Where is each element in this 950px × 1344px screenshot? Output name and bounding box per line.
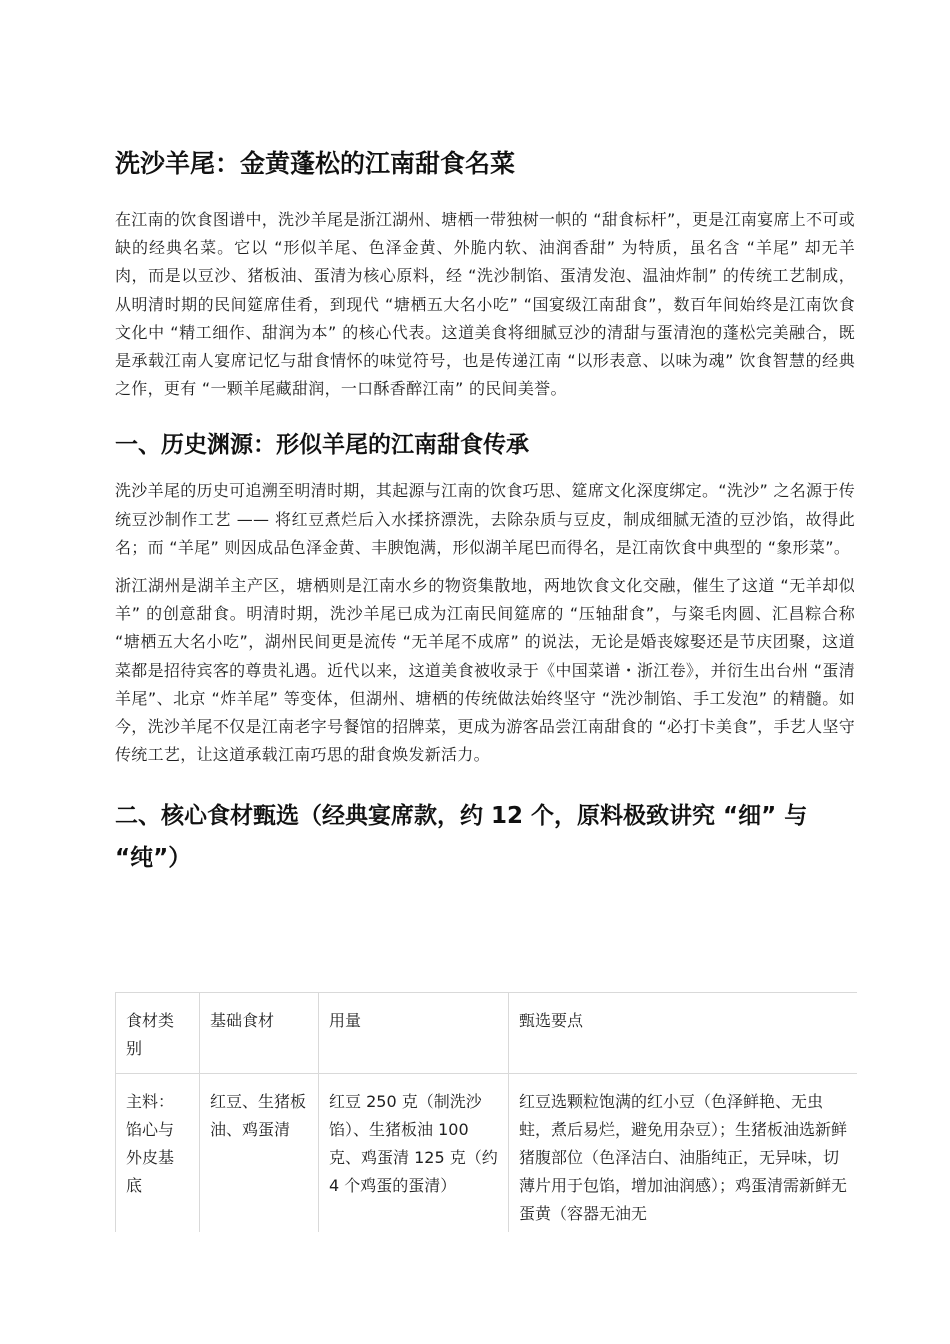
table-cell-category: 主料：馅心与外皮基底 bbox=[116, 1074, 200, 1233]
ingredients-table bbox=[115, 992, 857, 1232]
table-header-cell: 甄选要点 bbox=[509, 993, 858, 1074]
table-cell-amount: 红豆 250 克（制洗沙馅）、生猪板油 100 克、鸡蛋清 125 克（约 4 个鸡蛋的蛋清） bbox=[319, 1074, 509, 1233]
table-header-cell: 食材类别 bbox=[116, 993, 200, 1074]
section-ingredients-heading: 二、核心食材甄选（经典宴席款，约 12 个，原料极致讲究 “细” 与 “纯”） bbox=[115, 803, 808, 872]
ingredients-table-container bbox=[115, 992, 857, 1232]
article bbox=[115, 140, 855, 891]
history-paragraph-2: 浙江湖州是湖羊主产区，塘栖则是江南水乡的物资集散地，两地饮食文化交融，催生了这道 “无羊却似羊” 的创意甜食。明清时期，洗沙羊尾已成为江南民间筵席的 “压轴甜食”，与粢毛肉圆、汇昌粽合称 “塘栖五大名小吃”，湖州民间更是流传 “无羊尾不成席” 的说法，无论是婚丧嫁娶还是节庆团聚，这道菜都是招待宾客的尊贵礼遇。近代以来，这道美食被收录于《中国菜谱・浙江卷》，并衍生出台州 “蛋清羊尾”、北京 “炸羊尾” 等变体，但湖州、塘栖的传统做法始终坚守 “洗沙制馅、手工发泡” 的精髓。如今，洗沙羊尾不仅是江南老字号餐馆的招牌菜，更成为游客品尝江南甜食的 “必打卡美食”，手艺人坚守传统工艺，让这道承载江南巧思的甜食焕发新活力。 bbox=[115, 576, 855, 765]
table-header-cell: 基础食材 bbox=[200, 993, 319, 1074]
table-cell-notes: 红豆选颗粒饱满的红小豆（色泽鲜艳、无虫蛀，煮后易烂，避免用杂豆）；生猪板油选新鲜猪腹部位（色泽洁白、油脂纯正，无异味，切薄片用于包馅，增加油润感）；鸡蛋清需新鲜无蛋黄（容器无油无 bbox=[509, 1074, 858, 1233]
intro-paragraph: 在江南的饮食图谱中，洗沙羊尾是浙江湖州、塘栖一带独树一帜的 “甜食标杆”，更是江南宴席上不可或缺的经典名菜。它以 “形似羊尾、色泽金黄、外脆内软、油润香甜” 为特质，虽名含 “羊尾” 却无羊肉，而是以豆沙、猪板油、蛋清为核心原料，经 “洗沙制馅、蛋清发泡、温油炸制” 的传统工艺制成，从明清时期的民间筵席佳肴，到现代 “塘栖五大名小吃” “国宴级江南甜食”，数百年间始终是江南饮食文化中 “精工细作、甜润为本” 的核心代表。这道美食将细腻豆沙的清甜与蛋清泡的蓬松完美融合，既是承载江南人宴席记忆与甜食情怀的味觉符号，也是传递江南 “以形表意、以味为魂” 饮食智慧的经典之作，更有 “一颗羊尾藏甜润，一口酥香醉江南” 的民间美誉。 bbox=[115, 210, 855, 399]
section-history-heading: 一、历史渊源：形似羊尾的江南甜食传承 bbox=[115, 432, 529, 459]
table-cell-ingredients: 红豆、生猪板油、鸡蛋清 bbox=[200, 1074, 319, 1233]
article-title: 洗沙羊尾：金黄蓬松的江南甜食名菜 bbox=[115, 149, 516, 178]
table-row bbox=[116, 1074, 858, 1233]
history-paragraph-1: 洗沙羊尾的历史可追溯至明清时期，其起源与江南的饮食巧思、筵席文化深度绑定。“洗沙” 之名源于传统豆沙制作工艺 —— 将红豆煮烂后入水揉挤漂洗，去除杂质与豆皮，制成细腻无渣的豆沙馅，故得此名；而 “羊尾” 则因成品色泽金黄、丰腴饱满，形似湖羊尾巴而得名，是江南饮食中典型的 “象形菜”。 bbox=[115, 481, 855, 557]
table-header-row bbox=[116, 993, 858, 1074]
table-header-cell: 用量 bbox=[319, 993, 509, 1074]
